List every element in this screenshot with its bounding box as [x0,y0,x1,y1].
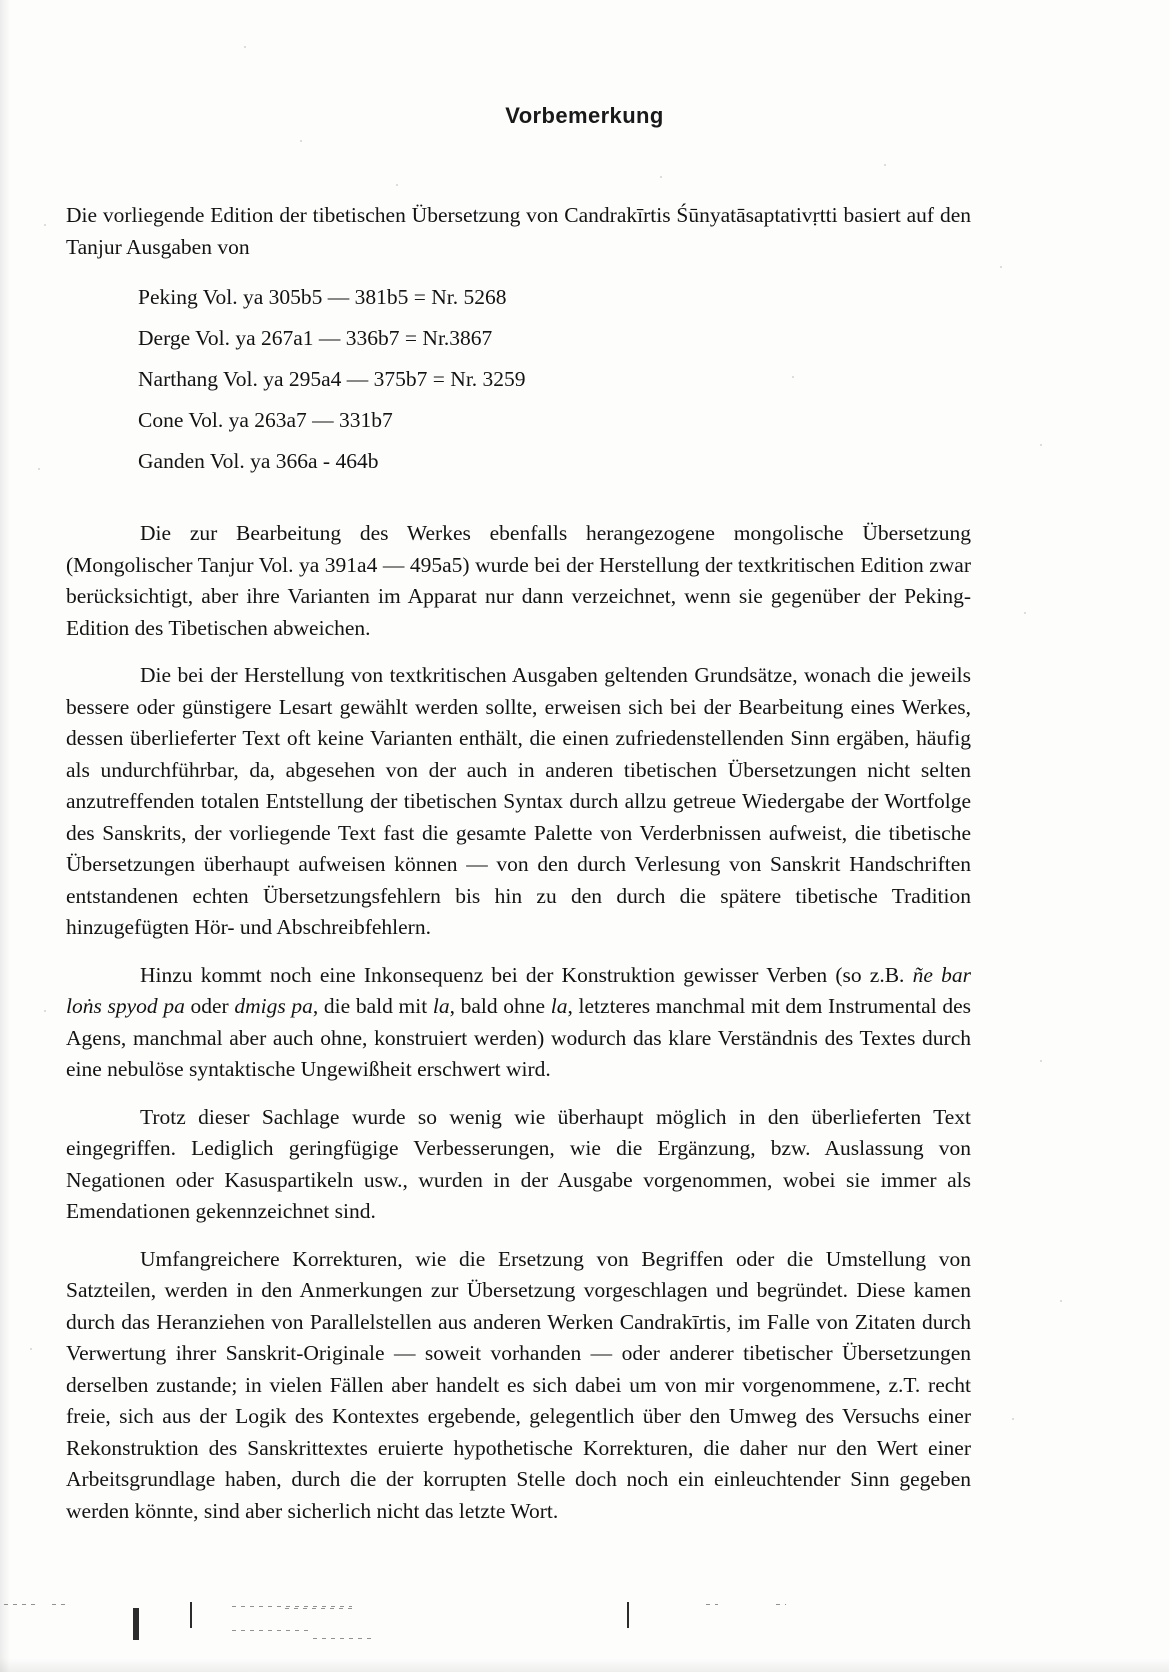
scan-speckle [884,164,886,166]
mixed-part-1: Hinzu kommt noch eine Inkonsequenz bei der Konstruktion gewisser Verben (so z.B. [140,962,913,987]
scan-speckle [300,140,302,142]
mixed-italic-3: la [432,994,450,1018]
scan-speckle [1040,444,1042,446]
scan-speckle [1000,266,1002,268]
paragraph-major-corrections: Umfangreichere Korrekturen, wie die Ersetzung von Begriffen oder die Umstellung von Satzteilen, werden in den Anmerkungen zur Übersetzung vorgeschlagen und begründet. Diese kamen durch das Heranziehen von Parallelstellen aus anderen Werken Candrakīrtis, im Falle von Zitaten durch Verwertung ihrer Sanskrit-Originale — soweit vorhanden — oder anderer tibetischer Übersetzungen derselben zustande; in vielen Fällen aber handelt es sich dabei um von mir vorgenommene, z.T. recht freie, sich aus der Logik des Kontextes ergebende, gelegentlich über den Umweg des Versuchs einer Rekonstruktion des Sanskrittextes eruierte hypothetische Korrekturen, die daher nur den Wert einer Arbeitsgrundlage haben, durch die der korrupten Stelle doch noch ein einleuchtender Sinn gegeben werden könnte, sind aber sicherlich nicht das letzte Wort. [66,1246,971,1523]
mixed-italic-1: ñe bar loṅs spyod pa [66,962,971,1018]
mixed-italic-4: la [550,994,568,1018]
mixed-italic-2: dmigs pa [234,994,313,1018]
edition-item-derge: Derge Vol. ya 267a1 — 336b7 = Nr.3867 [138,326,493,350]
scan-dashline-4 [313,1638,373,1639]
mixed-part-3: , die bald mit [312,994,433,1018]
scan-speckle [660,176,662,178]
scan-speckle [1024,612,1026,614]
scan-dashline-3 [232,1630,310,1631]
scan-dashline-2 [285,1608,355,1609]
page-edge-shadow-bottom [0,1658,1169,1672]
scan-artifacts-bottom [0,1560,1169,1672]
edition-list [66,277,971,482]
mixed-part-2: oder [184,994,235,1018]
scan-dashline-5 [4,1604,38,1605]
scan-dashline-6 [52,1604,70,1605]
scan-mark-thin-1 [190,1602,192,1628]
edition-item-peking: Peking Vol. ya 305b5 — 381b5 = Nr. 5268 [138,285,507,309]
scan-speckle [792,376,794,378]
mixed-part-4: , bald ohne [449,994,551,1018]
paragraph-mongolian-translation: Die zur Bearbeitung des Werkes ebenfalls herangezogene mongolische Übersetzung (Mongolischer Tanjur Vol. ya 391a4 — 495a5) wurde bei der Herstellung der textkritischen Edition zwar berücksichtigt, aber ihre Varianten im Apparat nur dann verzeichnet, wenn sie gegenüber der Peking-Edition des Tibetischen abweichen. [66,521,971,640]
scan-speckle [44,224,46,226]
scan-speckle [1012,1418,1014,1420]
page-edge-shadow-left [0,0,10,1672]
scan-dashline-8 [776,1604,786,1605]
scan-dashline-1 [232,1606,352,1607]
scan-mark-thick [133,1608,139,1640]
edition-item-ganden: Ganden Vol. ya 366a - 464b [138,449,379,473]
scan-speckle [1060,1300,1062,1302]
scan-mark-thin-2 [627,1602,629,1628]
paragraph-editorial-principles: Die bei der Herstellung von textkritischen Ausgaben geltenden Grundsätze, wonach die jeweils bessere oder günstigere Lesart gewählt werden sollte, erweisen sich bei der Bearbeitung eines Werkes, dessen überlieferter Text oft keine Varianten enthält, die einen zufriedenstellenden Sinn ergäben, häufig als undurchführbar, da, abgesehen von der auch in anderen tibetischen Übersetzungen nicht selten anzutreffenden totalen Entstellung der tibetischen Syntax durch allzu getreue Wiedergabe der Wortfolge des Sanskrits, der vorliegende Text fast die gesamte Palette von Verderbnissen aufweist, die tibetische Übersetzungen überhaupt aufweisen können — von den durch Verlesung von Sanskrit Handschriften entstandenen echten Übersetzungsfehlern bis hin zu den durch die spätere tibetische Tradition hinzugefügten Hör- und Abschreibfehlern. [66,663,971,939]
page-title: Vorbemerkung [505,102,664,128]
paragraph-minimal-intervention: Trotz dieser Sachlage wurde so wenig wie überhaupt möglich in den überlieferten Text eingegriffen. Lediglich geringfügige Verbesserungen, wie die Ergänzung, bzw. Auslassung von Negationen oder Kasuspartikeln usw., wurden in der Ausgabe vorgenommen, wobei sie immer als Emendationen gekennzeichnet sind. [66,1104,971,1223]
scan-speckle [1040,1060,1042,1062]
scan-speckle [44,1010,46,1012]
scan-speckle [244,46,246,48]
edition-item-narthang: Narthang Vol. ya 295a4 — 375b7 = Nr. 3259 [138,367,526,391]
mixed-part-5: , letzteres manchmal mit dem Instrumental des Agens, manchmal aber auch ohne, konstruiert werden) wodurch das klare Verständnis des Textes durch eine nebulöse syntaktische Ungewißheit erschwert wird. [66,994,972,1081]
lead-paragraph: Die vorliegende Edition der tibetischen Übersetzung von Candrakīrtis Śūnyatāsaptativṛtti basiert auf den Tanjur Ausgaben von [66,203,971,259]
scan-speckle [396,184,398,186]
scan-speckle [30,1348,32,1350]
scan-speckle [38,468,40,470]
page-content [66,200,971,1543]
edition-item-cone: Cone Vol. ya 263a7 — 331b7 [138,408,393,432]
scan-dashline-7 [706,1604,718,1605]
paragraph-verb-inconsistency [66,960,971,1086]
